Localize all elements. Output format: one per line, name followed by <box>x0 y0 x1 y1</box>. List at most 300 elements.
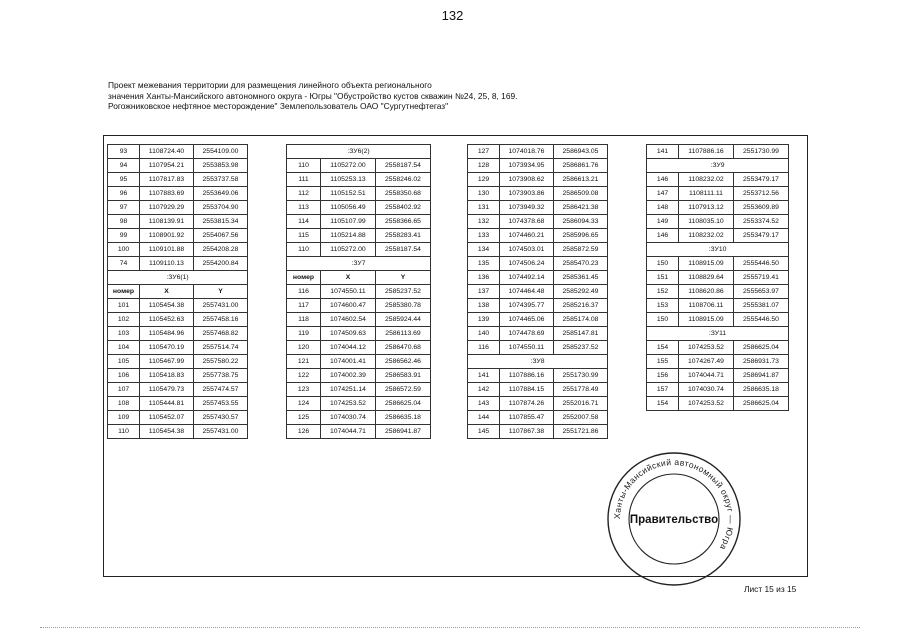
x-coordinate: 1074267.49 <box>679 355 734 369</box>
x-coordinate: 1107817.83 <box>140 173 194 187</box>
x-coordinate: 1108915.09 <box>679 313 734 327</box>
point-number: 119 <box>287 327 321 341</box>
table-row <box>647 299 789 313</box>
point-number: 149 <box>647 215 679 229</box>
point-number: 121 <box>287 355 321 369</box>
point-number: 110 <box>287 243 321 257</box>
point-number: 140 <box>468 327 500 341</box>
point-number: 150 <box>647 257 679 271</box>
coordinates-table-4 <box>646 144 789 411</box>
x-coordinate: 1074460.21 <box>500 229 554 243</box>
x-coordinate: 1109101.88 <box>140 243 194 257</box>
y-coordinate: 2585996.65 <box>554 229 608 243</box>
point-number: 141 <box>647 145 679 159</box>
x-coordinate: 1074465.06 <box>500 313 554 327</box>
y-coordinate: 2586625.04 <box>376 397 431 411</box>
point-number: 103 <box>108 327 140 341</box>
point-number: 124 <box>287 397 321 411</box>
section-label: :ЗУ11 <box>647 327 789 341</box>
x-coordinate: 1105253.13 <box>321 173 376 187</box>
table-row <box>287 201 431 215</box>
table-row <box>108 397 248 411</box>
point-number: 131 <box>468 201 500 215</box>
x-coordinate: 1107954.21 <box>140 159 194 173</box>
y-coordinate: 2553704.90 <box>194 201 248 215</box>
point-number: 133 <box>468 229 500 243</box>
column-header-x: X <box>140 285 194 299</box>
x-coordinate: 1074253.52 <box>679 397 734 411</box>
table-row <box>647 173 789 187</box>
x-coordinate: 1074044.71 <box>679 369 734 383</box>
section-label: :ЗУ9 <box>647 159 789 173</box>
y-coordinate: 2554200.84 <box>194 257 248 271</box>
coordinates-table-2 <box>286 144 431 439</box>
table-row <box>287 145 431 159</box>
table-row <box>647 369 789 383</box>
x-coordinate: 1105467.99 <box>140 355 194 369</box>
x-coordinate: 1107884.15 <box>500 383 554 397</box>
y-coordinate: 2552016.71 <box>554 397 608 411</box>
table-row <box>108 355 248 369</box>
y-coordinate: 2552007.58 <box>554 411 608 425</box>
header-line-1: Проект межевания территории для размещения линейного объекта регионального <box>108 80 432 90</box>
table-row <box>468 299 608 313</box>
y-coordinate: 2551778.49 <box>554 383 608 397</box>
y-coordinate: 2585380.78 <box>376 299 431 313</box>
point-number: 100 <box>108 243 140 257</box>
document-header <box>108 80 668 112</box>
table-row <box>468 271 608 285</box>
table-row <box>287 341 431 355</box>
table-row <box>468 313 608 327</box>
x-coordinate: 1105452.07 <box>140 411 194 425</box>
column-header-x: X <box>321 271 376 285</box>
x-coordinate: 1074001.41 <box>321 355 376 369</box>
point-number: 136 <box>468 271 500 285</box>
section-label: :ЗУ8 <box>468 355 608 369</box>
point-number: 94 <box>108 159 140 173</box>
table-row <box>287 257 431 271</box>
table-row <box>647 397 789 411</box>
y-coordinate: 2551721.86 <box>554 425 608 439</box>
x-coordinate: 1074492.14 <box>500 271 554 285</box>
y-coordinate: 2557430.57 <box>194 411 248 425</box>
table-row <box>468 215 608 229</box>
point-number: 95 <box>108 173 140 187</box>
point-number: 135 <box>468 257 500 271</box>
coordinates-table-3 <box>467 144 608 439</box>
x-coordinate: 1108915.09 <box>679 257 734 271</box>
x-coordinate: 1105479.73 <box>140 383 194 397</box>
y-coordinate: 2553649.06 <box>194 187 248 201</box>
point-number: 150 <box>647 313 679 327</box>
point-number: 118 <box>287 313 321 327</box>
y-coordinate: 2557738.75 <box>194 369 248 383</box>
table-row <box>287 271 431 285</box>
point-number: 139 <box>468 313 500 327</box>
y-coordinate: 2586613.21 <box>554 173 608 187</box>
point-number: 146 <box>647 173 679 187</box>
point-number: 106 <box>108 369 140 383</box>
x-coordinate: 1107886.16 <box>679 145 734 159</box>
x-coordinate: 1074509.63 <box>321 327 376 341</box>
x-coordinate: 1074550.11 <box>500 341 554 355</box>
section-label: :ЗУ10 <box>647 243 789 257</box>
y-coordinate: 2557431.00 <box>194 299 248 313</box>
table-row <box>647 159 789 173</box>
point-number: 141 <box>468 369 500 383</box>
x-coordinate: 1074044.71 <box>321 425 376 439</box>
table-row <box>647 243 789 257</box>
point-number: 156 <box>647 369 679 383</box>
x-coordinate: 1107913.12 <box>679 201 734 215</box>
y-coordinate: 2586625.04 <box>734 397 789 411</box>
section-label: :ЗУ6(1) <box>108 271 248 285</box>
y-coordinate: 2586635.18 <box>376 411 431 425</box>
point-number: 113 <box>287 201 321 215</box>
table-row <box>647 285 789 299</box>
x-coordinate: 1108706.11 <box>679 299 734 313</box>
seal-center-text: Правительство <box>629 514 719 526</box>
y-coordinate: 2585237.52 <box>554 341 608 355</box>
y-coordinate: 2554208.28 <box>194 243 248 257</box>
scan-edge-line <box>40 627 860 628</box>
header-line-3: Рогожниковское нефтяное месторождение" Землепользователь ОАО "Сургутнефтегаз" <box>108 101 449 111</box>
table-row <box>468 243 608 257</box>
y-coordinate: 2557474.57 <box>194 383 248 397</box>
svg-text:Ханты-Мансийский автономный ок <box>612 457 736 552</box>
y-coordinate: 2586562.46 <box>376 355 431 369</box>
x-coordinate: 1073908.62 <box>500 173 554 187</box>
table-row <box>108 313 248 327</box>
y-coordinate: 2555719.41 <box>734 271 789 285</box>
point-number: 93 <box>108 145 140 159</box>
table-row <box>468 285 608 299</box>
y-coordinate: 2558246.02 <box>376 173 431 187</box>
table-row <box>108 299 248 313</box>
point-number: 129 <box>468 173 500 187</box>
point-number: 153 <box>647 299 679 313</box>
table-row <box>468 327 608 341</box>
column-header-number: номер <box>108 285 140 299</box>
point-number: 134 <box>468 243 500 257</box>
x-coordinate: 1074503.01 <box>500 243 554 257</box>
point-number: 127 <box>468 145 500 159</box>
y-coordinate: 2553609.89 <box>734 201 789 215</box>
point-number: 145 <box>468 425 500 439</box>
point-number: 108 <box>108 397 140 411</box>
y-coordinate: 2554067.56 <box>194 229 248 243</box>
x-coordinate: 1074602.54 <box>321 313 376 327</box>
y-coordinate: 2585237.52 <box>376 285 431 299</box>
table-row <box>287 229 431 243</box>
column-header-number: номер <box>287 271 321 285</box>
point-number: 126 <box>287 425 321 439</box>
x-coordinate: 1105454.38 <box>140 425 194 439</box>
y-coordinate: 2586941.87 <box>734 369 789 383</box>
y-coordinate: 2557514.74 <box>194 341 248 355</box>
table-row <box>108 145 248 159</box>
y-coordinate: 2551730.99 <box>734 145 789 159</box>
y-coordinate: 2553712.56 <box>734 187 789 201</box>
point-number: 142 <box>468 383 500 397</box>
point-number: 102 <box>108 313 140 327</box>
table-row <box>647 327 789 341</box>
table-row <box>468 173 608 187</box>
table-row <box>108 243 248 257</box>
y-coordinate: 2585872.59 <box>554 243 608 257</box>
point-number: 114 <box>287 215 321 229</box>
coordinates-table-1 <box>107 144 248 439</box>
y-coordinate: 2558283.41 <box>376 229 431 243</box>
point-number: 120 <box>287 341 321 355</box>
point-number: 147 <box>647 187 679 201</box>
x-coordinate: 1105444.81 <box>140 397 194 411</box>
x-coordinate: 1074378.68 <box>500 215 554 229</box>
x-coordinate: 1105470.19 <box>140 341 194 355</box>
table-row <box>287 383 431 397</box>
point-number: 151 <box>647 271 679 285</box>
table-row <box>468 341 608 355</box>
point-number: 132 <box>468 215 500 229</box>
y-coordinate: 2558187.54 <box>376 243 431 257</box>
point-number: 154 <box>647 341 679 355</box>
y-coordinate: 2558366.65 <box>376 215 431 229</box>
point-number: 116 <box>468 341 500 355</box>
y-coordinate: 2557453.55 <box>194 397 248 411</box>
point-number: 144 <box>468 411 500 425</box>
y-coordinate: 2586113.69 <box>376 327 431 341</box>
x-coordinate: 1108724.40 <box>140 145 194 159</box>
x-coordinate: 1105214.88 <box>321 229 376 243</box>
table-row <box>647 201 789 215</box>
y-coordinate: 2557431.00 <box>194 425 248 439</box>
y-coordinate: 2585470.23 <box>554 257 608 271</box>
point-number: 152 <box>647 285 679 299</box>
x-coordinate: 1105452.63 <box>140 313 194 327</box>
table-row <box>647 355 789 369</box>
y-coordinate: 2558402.92 <box>376 201 431 215</box>
y-coordinate: 2553737.58 <box>194 173 248 187</box>
x-coordinate: 1074018.76 <box>500 145 554 159</box>
point-number: 107 <box>108 383 140 397</box>
point-number: 148 <box>647 201 679 215</box>
y-coordinate: 2585174.08 <box>554 313 608 327</box>
x-coordinate: 1074044.12 <box>321 341 376 355</box>
point-number: 115 <box>287 229 321 243</box>
point-number: 116 <box>287 285 321 299</box>
table-row <box>108 411 248 425</box>
table-row <box>108 159 248 173</box>
point-number: 143 <box>468 397 500 411</box>
table-row <box>468 187 608 201</box>
table-row <box>108 285 248 299</box>
seal-ring-text: Ханты-Мансийский автономный округ — Югра <box>611 456 737 553</box>
x-coordinate: 1074253.52 <box>679 341 734 355</box>
table-row <box>287 425 431 439</box>
y-coordinate: 2586943.05 <box>554 145 608 159</box>
x-coordinate: 1074550.11 <box>321 285 376 299</box>
x-coordinate: 1105272.00 <box>321 159 376 173</box>
point-number: 137 <box>468 285 500 299</box>
x-coordinate: 1108111.11 <box>679 187 734 201</box>
table-row <box>647 187 789 201</box>
table-row <box>108 229 248 243</box>
x-coordinate: 1074002.39 <box>321 369 376 383</box>
y-coordinate: 2585292.49 <box>554 285 608 299</box>
table-row <box>468 145 608 159</box>
point-number: 155 <box>647 355 679 369</box>
point-number: 112 <box>287 187 321 201</box>
y-coordinate: 2555653.97 <box>734 285 789 299</box>
point-number: 98 <box>108 215 140 229</box>
x-coordinate: 1074395.77 <box>500 299 554 313</box>
y-coordinate: 2586572.59 <box>376 383 431 397</box>
section-label: :ЗУ7 <box>287 257 431 271</box>
table-row <box>108 425 248 439</box>
y-coordinate: 2555446.50 <box>734 313 789 327</box>
y-coordinate: 2553479.17 <box>734 173 789 187</box>
point-number: 123 <box>287 383 321 397</box>
y-coordinate: 2586509.08 <box>554 187 608 201</box>
point-number: 110 <box>108 425 140 439</box>
point-number: 125 <box>287 411 321 425</box>
table-row <box>647 271 789 285</box>
point-number: 96 <box>108 187 140 201</box>
table-row <box>647 145 789 159</box>
x-coordinate: 1105454.38 <box>140 299 194 313</box>
y-coordinate: 2557458.16 <box>194 313 248 327</box>
y-coordinate: 2553853.98 <box>194 159 248 173</box>
table-row <box>287 369 431 383</box>
x-coordinate: 1109110.13 <box>140 257 194 271</box>
point-number: 97 <box>108 201 140 215</box>
point-number: 109 <box>108 411 140 425</box>
x-coordinate: 1073903.86 <box>500 187 554 201</box>
section-label: :ЗУ6(2) <box>287 145 431 159</box>
y-coordinate: 2551730.99 <box>554 369 608 383</box>
sheet-footer: Лист 15 из 15 <box>744 584 797 594</box>
x-coordinate: 1074030.74 <box>321 411 376 425</box>
table-row <box>287 187 431 201</box>
y-coordinate: 2585216.37 <box>554 299 608 313</box>
y-coordinate: 2586470.68 <box>376 341 431 355</box>
x-coordinate: 1108035.10 <box>679 215 734 229</box>
y-coordinate: 2557580.22 <box>194 355 248 369</box>
x-coordinate: 1074506.24 <box>500 257 554 271</box>
y-coordinate: 2558187.54 <box>376 159 431 173</box>
point-number: 157 <box>647 383 679 397</box>
point-number: 122 <box>287 369 321 383</box>
point-number: 104 <box>108 341 140 355</box>
x-coordinate: 1107886.16 <box>500 369 554 383</box>
table-row <box>108 369 248 383</box>
y-coordinate: 2586421.38 <box>554 201 608 215</box>
table-row <box>647 257 789 271</box>
y-coordinate: 2585361.45 <box>554 271 608 285</box>
table-row <box>108 215 248 229</box>
x-coordinate: 1074251.14 <box>321 383 376 397</box>
y-coordinate: 2586635.18 <box>734 383 789 397</box>
y-coordinate: 2585924.44 <box>376 313 431 327</box>
y-coordinate: 2586941.87 <box>376 425 431 439</box>
table-row <box>108 257 248 271</box>
point-number: 99 <box>108 229 140 243</box>
x-coordinate: 1074600.47 <box>321 299 376 313</box>
y-coordinate: 2555381.07 <box>734 299 789 313</box>
x-coordinate: 1107874.26 <box>500 397 554 411</box>
y-coordinate: 2557468.82 <box>194 327 248 341</box>
y-coordinate: 2586094.33 <box>554 215 608 229</box>
point-number: 74 <box>108 257 140 271</box>
x-coordinate: 1108620.86 <box>679 285 734 299</box>
y-coordinate: 2586625.04 <box>734 341 789 355</box>
x-coordinate: 1074464.48 <box>500 285 554 299</box>
y-coordinate: 2586931.73 <box>734 355 789 369</box>
table-row <box>468 383 608 397</box>
y-coordinate: 2555446.50 <box>734 257 789 271</box>
table-row <box>468 411 608 425</box>
point-number: 128 <box>468 159 500 173</box>
point-number: 138 <box>468 299 500 313</box>
x-coordinate: 1107867.38 <box>500 425 554 439</box>
table-row <box>287 159 431 173</box>
point-number: 146 <box>647 229 679 243</box>
table-row <box>468 425 608 439</box>
table-row <box>287 327 431 341</box>
table-row <box>468 355 608 369</box>
point-number: 101 <box>108 299 140 313</box>
x-coordinate: 1105107.99 <box>321 215 376 229</box>
y-coordinate: 2586583.91 <box>376 369 431 383</box>
table-row <box>647 313 789 327</box>
column-header-y: Y <box>194 285 248 299</box>
table-row <box>108 187 248 201</box>
column-header-y: Y <box>376 271 431 285</box>
x-coordinate: 1105484.96 <box>140 327 194 341</box>
point-number: 105 <box>108 355 140 369</box>
point-number: 110 <box>287 159 321 173</box>
x-coordinate: 1073949.32 <box>500 201 554 215</box>
table-row <box>468 159 608 173</box>
x-coordinate: 1073934.95 <box>500 159 554 173</box>
table-row <box>287 313 431 327</box>
table-row <box>287 299 431 313</box>
table-row <box>287 173 431 187</box>
y-coordinate: 2553479.17 <box>734 229 789 243</box>
y-coordinate: 2553815.34 <box>194 215 248 229</box>
table-row <box>647 383 789 397</box>
x-coordinate: 1105056.49 <box>321 201 376 215</box>
y-coordinate: 2553374.52 <box>734 215 789 229</box>
table-row <box>647 341 789 355</box>
table-row <box>108 383 248 397</box>
table-row <box>647 215 789 229</box>
x-coordinate: 1105272.00 <box>321 243 376 257</box>
table-row <box>468 397 608 411</box>
header-line-2: значения Ханты-Мансийского автономного округа - Югры "Обустройство кустов скважин №24, 25, 8, 169. <box>108 90 518 101</box>
table-row <box>108 173 248 187</box>
x-coordinate: 1108232.02 <box>679 229 734 243</box>
table-row <box>108 341 248 355</box>
x-coordinate: 1108139.91 <box>140 215 194 229</box>
x-coordinate: 1108829.64 <box>679 271 734 285</box>
point-number: 117 <box>287 299 321 313</box>
y-coordinate: 2554109.00 <box>194 145 248 159</box>
x-coordinate: 1074478.69 <box>500 327 554 341</box>
table-row <box>647 229 789 243</box>
table-row <box>108 271 248 285</box>
